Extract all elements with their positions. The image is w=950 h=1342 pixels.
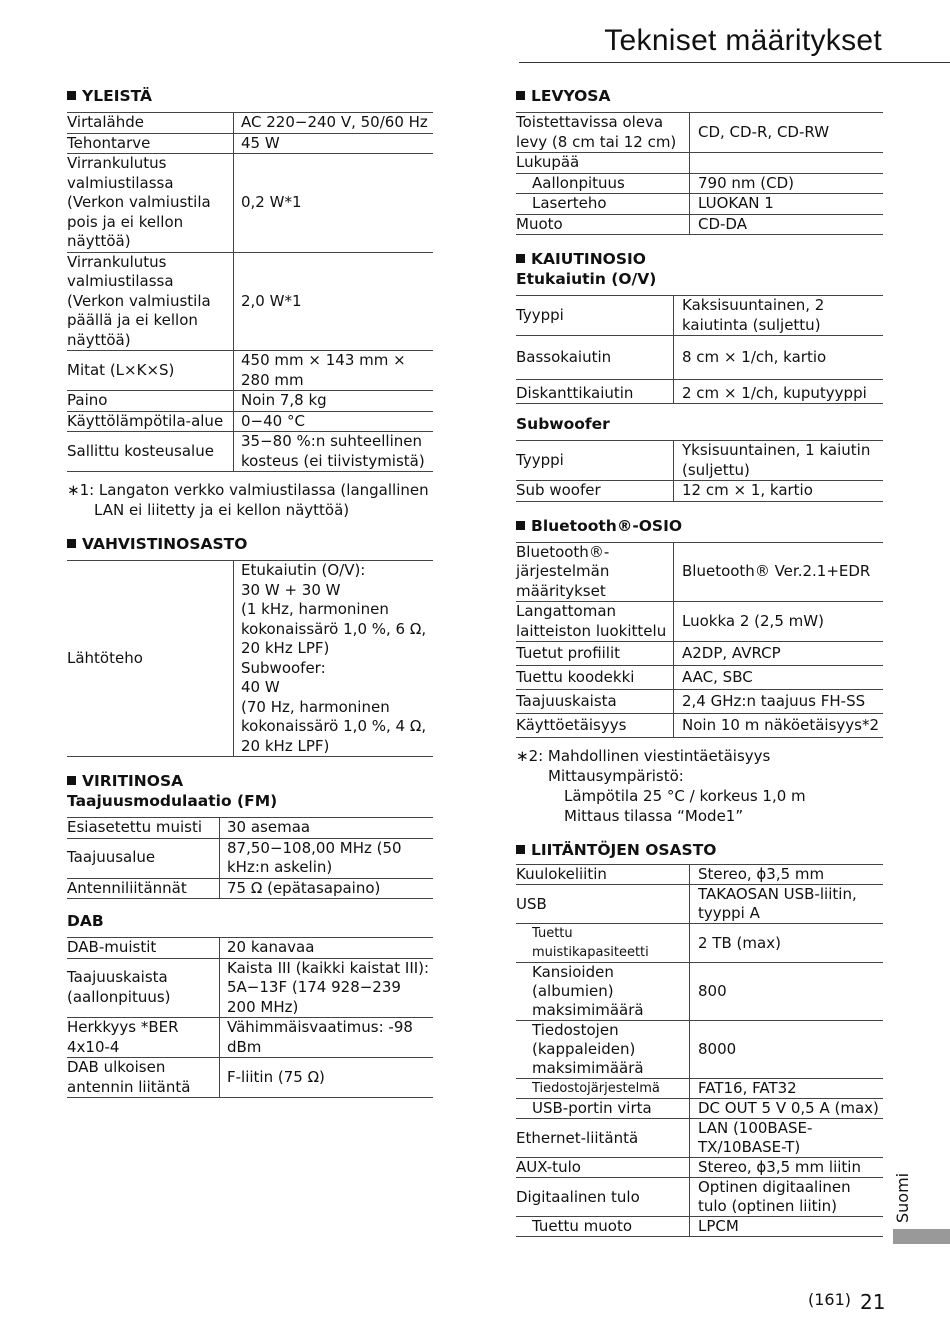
table-row [67, 411, 433, 432]
spec-value [690, 153, 884, 174]
spec-label: USB-portin virta [516, 1099, 690, 1119]
spec-label: Toistettavissa oleva levy (8 cm tai 12 cm) [516, 113, 690, 153]
table-row [67, 252, 433, 351]
spec-label: Tiedostojärjestelmä [516, 1079, 690, 1099]
output-line: (70 Hz, harmoninen kokonaissärö 1,0 %, 4 Ω, 20 kHz LPF) [241, 697, 427, 755]
output-line: 30 W + 30 W [241, 580, 341, 599]
spec-value: FAT16, FAT32 [690, 1079, 884, 1099]
table-row [67, 561, 433, 757]
spec-label: Tuettu muistikapasiteetti [516, 924, 690, 963]
spec-value: 2,0 W*1 [234, 252, 434, 351]
spec-value: 87,50−108,00 MHz (50 kHz:n askelin) [220, 838, 434, 878]
footnote-2 [516, 746, 883, 826]
subwoofer-table [516, 440, 883, 502]
table-row [516, 542, 883, 602]
table-row [67, 878, 433, 899]
section-heading-bluetooth: Bluetooth®-OSIO [516, 516, 883, 536]
spec-label: Käyttöetäisyys [516, 714, 674, 738]
spec-label: Tehontarve [67, 133, 234, 154]
language-tab-label: Suomi [893, 1172, 912, 1224]
spec-value: 790 nm (CD) [690, 173, 884, 194]
vahvistin-table [67, 560, 433, 757]
table-row [516, 602, 883, 642]
spec-label: DAB-muistit [67, 938, 220, 959]
section-heading-liitanta: LIITÄNTÖJEN OSASTO [516, 840, 883, 860]
spec-value: 2 TB (max) [690, 924, 884, 963]
spec-value: 8000 [690, 1021, 884, 1079]
table-row [67, 958, 433, 1018]
output-line: 40 W [241, 678, 280, 696]
table-row [516, 441, 883, 481]
table-row [516, 1099, 883, 1119]
right-column [516, 86, 883, 1237]
spec-value: LUOKAN 1 [690, 194, 884, 215]
spec-label: Taajuuskaista [516, 690, 674, 714]
table-row [67, 1058, 433, 1098]
table-row [516, 924, 883, 963]
footer-reference: (161) [808, 1290, 852, 1309]
footnote-line: Mittausympäristö: [548, 767, 684, 785]
table-row [516, 690, 883, 714]
subheading-subwoofer: Subwoofer [516, 415, 610, 433]
spec-label: AUX-tulo [516, 1158, 690, 1178]
spec-value: LAN (100BASE-TX/10BASE-T) [690, 1119, 884, 1158]
spec-label: Tyyppi [516, 296, 674, 336]
table-row [516, 296, 883, 336]
table-row [516, 666, 883, 690]
spec-label: USB [516, 885, 690, 924]
spec-value: Stereo, ϕ3,5 mm liitin [690, 1158, 884, 1178]
spec-value: F-liitin (75 Ω) [220, 1058, 434, 1098]
table-row [516, 481, 883, 502]
spec-label: Aallonpituus [516, 173, 690, 194]
spec-label: Herkkyys *BER 4x10-4 [67, 1018, 220, 1058]
footnote-line: Lämpötila 25 °C / korkeus 1,0 m [564, 787, 806, 805]
table-row [67, 938, 433, 959]
spec-label: Käyttölämpötila-alue [67, 411, 234, 432]
spec-value: 45 W [234, 133, 434, 154]
page-number: 21 [860, 1290, 886, 1314]
footnote-line: Mittaus tilassa “Mode1” [564, 807, 744, 825]
spec-value: Noin 7,8 kg [234, 391, 434, 412]
table-row [516, 642, 883, 666]
spec-value: LPCM [690, 1217, 884, 1237]
table-row [516, 1158, 883, 1178]
fm-table [67, 817, 433, 899]
section-heading-kaiutin: KAIUTINOSIO [516, 249, 883, 269]
spec-label: Kansioiden (albumien) maksimimäärä [516, 963, 690, 1021]
spec-label: Muoto [516, 214, 690, 235]
table-row [67, 154, 433, 253]
spec-label: Bluetooth®-järjestelmän määritykset [516, 542, 674, 602]
footnote-line: ∗2: Mahdollinen viestintäetäisyys [516, 747, 771, 765]
spec-value: Kaksisuuntainen, 2 kaiutinta (suljettu) [674, 296, 884, 336]
spec-label: Sub woofer [516, 481, 674, 502]
spec-value: Luokka 2 (2,5 mW) [674, 602, 884, 642]
table-row [516, 963, 883, 1021]
spec-label: Taajuuskaista (aallonpituus) [67, 958, 220, 1018]
spec-label: Lähtöteho [67, 561, 234, 757]
table-row [516, 380, 883, 404]
table-row [67, 133, 433, 154]
spec-value: 75 Ω (epätasapaino) [220, 878, 434, 899]
spec-label: Virrankulutus valmiustilassa (Verkon valmiustila päällä ja ei kellon näyttöä) [67, 252, 234, 351]
title-rule [519, 62, 950, 63]
front-speaker-table [516, 295, 883, 404]
spec-label: Mitat (L×K×S) [67, 351, 234, 391]
output-line: Etukaiutin (O/V): [241, 561, 366, 579]
spec-value: 0,2 W*1 [234, 154, 434, 253]
spec-label: Kuulokeliitin [516, 865, 690, 885]
spec-label: Virtalähde [67, 113, 234, 134]
spec-label: DAB ulkoisen antennin liitäntä [67, 1058, 220, 1098]
spec-value: 2,4 GHz:n taajuus FH-SS [674, 690, 884, 714]
section-heading-vahvistin: VAHVISTINOSASTO [67, 534, 433, 554]
spec-value: A2DP, AVRCP [674, 642, 884, 666]
table-row [516, 153, 883, 174]
spec-label: Bassokaiutin [516, 336, 674, 380]
spec-label: Paino [67, 391, 234, 412]
subheading-fm: Taajuusmodulaatio (FM) [67, 792, 278, 810]
spec-label: Antenniliitännät [67, 878, 220, 899]
subheading-front-speaker: Etukaiutin (O/V) [516, 270, 657, 288]
levy-table [516, 112, 883, 235]
yleista-table [67, 112, 433, 472]
table-row [67, 1018, 433, 1058]
spec-label: Esiasetettu muisti [67, 818, 220, 839]
spec-value: 450 mm × 143 mm × 280 mm [234, 351, 434, 391]
table-row [67, 432, 433, 472]
spec-value: 2 cm × 1/ch, kuputyyppi [674, 380, 884, 404]
section-heading-yleista: YLEISTÄ [67, 86, 433, 106]
spec-value: TAKAOSAN USB-liitin, tyyppi A [690, 885, 884, 924]
table-row [516, 865, 883, 885]
spec-label: Virrankulutus valmiustilassa (Verkon valmiustila pois ja ei kellon näyttöä) [67, 154, 234, 253]
language-tab-bar [893, 1229, 950, 1244]
spec-value: 800 [690, 963, 884, 1021]
table-row [67, 351, 433, 391]
spec-label: Tyyppi [516, 441, 674, 481]
output-line: (1 kHz, harmoninen kokonaissärö 1,0 %, 6 Ω, 20 kHz LPF) [241, 600, 427, 657]
section-heading-viritin: VIRITINOSA [67, 771, 433, 791]
dab-table [67, 937, 433, 1098]
spec-value: DC OUT 5 V 0,5 A (max) [690, 1099, 884, 1119]
table-row [67, 838, 433, 878]
spec-label: Lukupää [516, 153, 690, 174]
bluetooth-table [516, 542, 883, 739]
table-row [516, 1178, 883, 1217]
spec-label: Digitaalinen tulo [516, 1178, 690, 1217]
spec-label: Tuettu muoto [516, 1217, 690, 1237]
table-row [516, 336, 883, 380]
page-title: Tekniset määritykset [604, 24, 882, 57]
spec-value: Kaista III (kaikki kaistat III): 5A−13F (174 928−239 200 MHz) [220, 958, 434, 1018]
table-row [516, 214, 883, 235]
spec-value: CD-DA [690, 214, 884, 235]
spec-value: AAC, SBC [674, 666, 884, 690]
spec-value: 30 asemaa [220, 818, 434, 839]
table-row [67, 113, 433, 134]
spec-value: 8 cm × 1/ch, kartio [674, 336, 884, 380]
spec-value: Bluetooth® Ver.2.1+EDR [674, 542, 884, 602]
spec-value: 35−80 %:n suhteellinen kosteus (ei tiivistymistä) [234, 432, 434, 472]
subheading-dab: DAB [67, 912, 104, 930]
section-heading-levy: LEVYOSA [516, 86, 883, 106]
spec-value: 20 kanavaa [220, 938, 434, 959]
spec-label: Taajuusalue [67, 838, 220, 878]
output-line: Subwoofer: [241, 658, 326, 677]
spec-value: Noin 10 m näköetäisyys*2 [674, 714, 884, 738]
spec-label: Ethernet-liitäntä [516, 1119, 690, 1158]
table-row [67, 818, 433, 839]
spec-label: Tuetut profiilit [516, 642, 674, 666]
spec-value: Stereo, ϕ3,5 mm [690, 865, 884, 885]
table-row [516, 113, 883, 153]
left-column [67, 86, 433, 1098]
spec-value: Vähimmäisvaatimus: -98 dBm [220, 1018, 434, 1058]
table-row [516, 885, 883, 924]
table-row [516, 1119, 883, 1158]
spec-value: CD, CD-R, CD-RW [690, 113, 884, 153]
spec-value: 12 cm × 1, kartio [674, 481, 884, 502]
table-row [67, 391, 433, 412]
table-row [516, 194, 883, 215]
spec-label: Langattoman laitteiston luokittelu [516, 602, 674, 642]
spec-label: Diskanttikaiutin [516, 380, 674, 404]
spec-label: Laserteho [516, 194, 690, 215]
spec-label: Sallittu kosteusalue [67, 432, 234, 472]
spec-label: Tuettu koodekki [516, 666, 674, 690]
spec-value: Yksisuuntainen, 1 kaiutin (suljettu) [674, 441, 884, 481]
table-row [516, 714, 883, 738]
liitanta-table [516, 864, 883, 1237]
table-row [516, 1217, 883, 1237]
table-row [516, 1021, 883, 1079]
footnote-1: ∗1: Langaton verkko valmiustilassa (langallinen LAN ei liitetty ja ei kellon näyttöä) [67, 481, 429, 519]
spec-value [234, 561, 434, 757]
spec-value: Optinen digitaalinen tulo (optinen liitin) [690, 1178, 884, 1217]
spec-label: Tiedostojen (kappaleiden) maksimimäärä [516, 1021, 690, 1079]
spec-value: 0−40 °C [234, 411, 434, 432]
spec-value: AC 220−240 V, 50/60 Hz [234, 113, 434, 134]
table-row [516, 173, 883, 194]
table-row [516, 1079, 883, 1099]
